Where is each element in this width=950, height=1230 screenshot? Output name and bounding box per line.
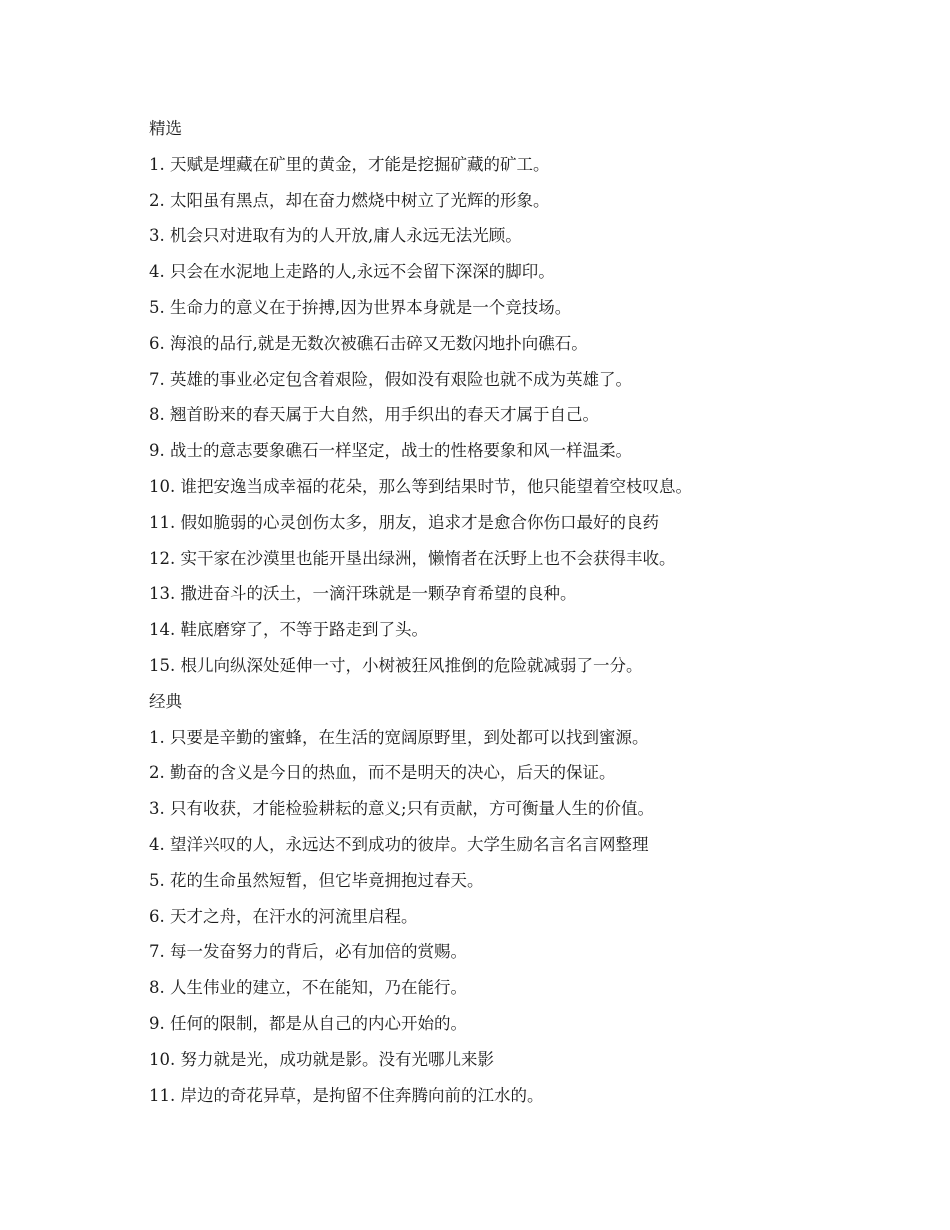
list-item: 9. 任何的限制，都是从自己的内心开始的。 xyxy=(149,1013,467,1033)
list-item: 6. 天才之舟，在汗水的河流里启程。 xyxy=(149,906,418,926)
list-item: 6. 海浪的品行,就是无数次被礁石击碎又无数闪地扑向礁石。 xyxy=(149,333,588,353)
list-item: 5. 生命力的意义在于拚搏,因为世界本身就是一个竞技场。 xyxy=(149,297,572,317)
list-item: 10. 谁把安逸当成幸福的花朵，那么等到结果时节，他只能望着空枝叹息。 xyxy=(149,476,692,496)
section-heading-featured: 精选 xyxy=(149,119,182,138)
list-item: 2. 太阳虽有黑点，却在奋力燃烧中树立了光辉的形象。 xyxy=(149,190,550,210)
list-item: 14. 鞋底磨穿了，不等于路走到了头。 xyxy=(149,620,428,640)
list-item: 9. 战士的意志要象礁石一样坚定，战士的性格要象和风一样温柔。 xyxy=(149,441,632,461)
list-item: 5. 花的生命虽然短暂，但它毕竟拥抱过春天。 xyxy=(149,870,484,890)
list-item: 7. 英雄的事业必定包含着艰险，假如没有艰险也就不成为英雄了。 xyxy=(149,369,632,389)
list-item: 11. 假如脆弱的心灵创伤太多，朋友，追求才是愈合你伤口最好的良药 xyxy=(149,512,659,532)
list-item: 7. 每一发奋努力的背后，必有加倍的赏赐。 xyxy=(149,942,467,962)
list-item: 12. 实干家在沙漠里也能开垦出绿洲，懒惰者在沃野上也不会获得丰收。 xyxy=(149,548,676,568)
list-item: 10. 努力就是光，成功就是影。没有光哪儿来影 xyxy=(149,1049,494,1069)
list-item: 3. 机会只对进取有为的人开放,庸人永远无法光顾。 xyxy=(149,226,522,246)
list-item: 4. 只会在水泥地上走路的人,永远不会留下深深的脚印。 xyxy=(149,262,555,282)
section-heading-classic: 经典 xyxy=(149,691,182,711)
list-item: 1. 只要是辛勤的蜜蜂，在生活的宽阔原野里，到处都可以找到蜜源。 xyxy=(149,727,649,747)
list-item: 3. 只有收获，才能检验耕耘的意义;只有贡献，方可衡量人生的价值。 xyxy=(149,799,655,819)
list-item: 8. 翘首盼来的春天属于大自然，用手织出的春天才属于自己。 xyxy=(149,405,599,425)
list-item: 4. 望洋兴叹的人，永远达不到成功的彼岸。大学生励名言名言网整理 xyxy=(149,834,649,854)
document-body xyxy=(149,111,929,1113)
list-item: 8. 人生伟业的建立，不在能知，乃在能行。 xyxy=(149,978,467,998)
list-item: 11. 岸边的奇花异草，是拘留不住奔腾向前的江水的。 xyxy=(149,1085,544,1105)
list-item: 13. 撒进奋斗的沃土，一滴汗珠就是一颗孕育希望的良种。 xyxy=(149,584,577,604)
list-item: 15. 根儿向纵深处延伸一寸，小树被狂风推倒的危险就减弱了一分。 xyxy=(149,655,643,675)
list-item: 2. 勤奋的含义是今日的热血，而不是明天的决心，后天的保证。 xyxy=(149,763,616,783)
list-item: 1. 天赋是埋藏在矿里的黄金，才能是挖掘矿藏的矿工。 xyxy=(149,154,550,174)
